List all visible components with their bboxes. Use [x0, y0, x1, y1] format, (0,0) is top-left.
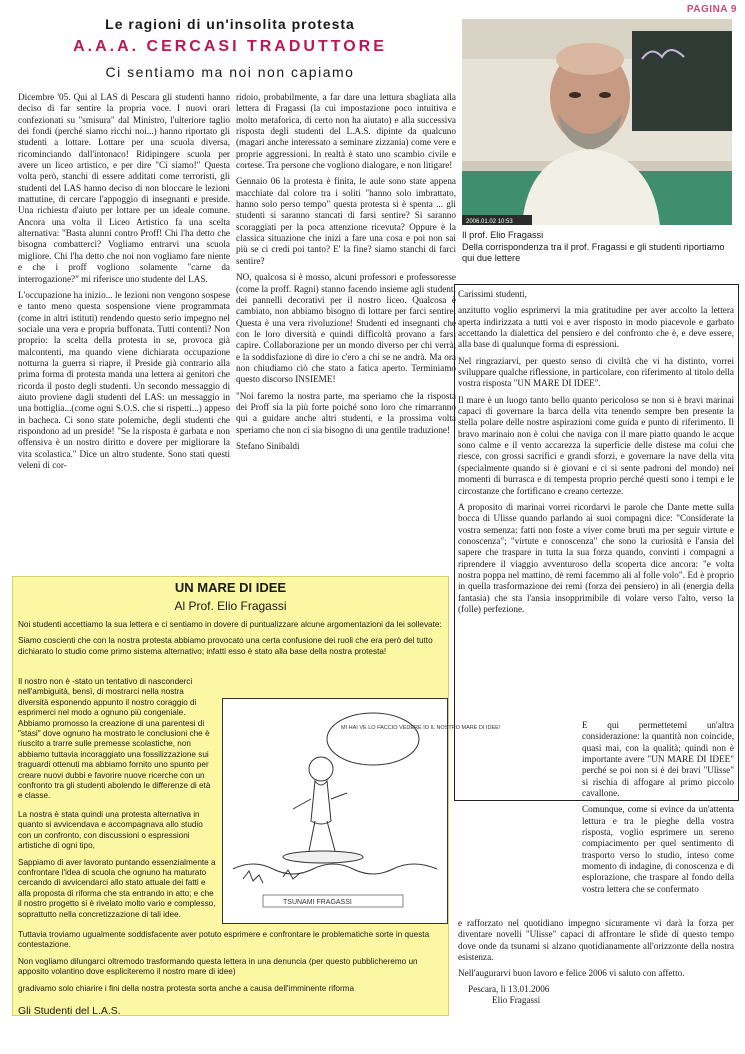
letter-paragraph: Nel ringraziarvi, per questo senso di civiltà che vi ha distinto, vorrei sviluppare qualche riflessione, in particolare, con riferimento al titolo della vostra risposta "UN MARE DI IDEE". [458, 355, 734, 389]
letter-wrap-column [582, 720, 734, 900]
yellow-paragraph: Tuttavia troviamo ugualmente soddisfacente aver potuto esprimere e confrontare le problematiche sorte in questa contestazione. [18, 930, 430, 950]
letter-greeting: Nell'augurarvi buon lavoro e felice 2006 vi saluto con affetto. [458, 968, 685, 979]
article-column-left [18, 92, 230, 564]
cartoon-surfer-icon [223, 699, 501, 923]
article-column-right [236, 92, 456, 564]
article-paragraph: NO, qualcosa si è mosso, alcuni professori e professoresse (come la proff. Ragni) stanno facendo insieme agli studenti dei pannelli decorativi per il nostro liceo. Qualcosa è cambiato, non abbiamo bisogno di lottare per farci sentire. Questa è una vera rivoluzione! Studenti ed insegnanti che con le loro diversità e quindi difficoltà provano a farsi capire. Collaborazione per un mondo diverso per chi verrà, e la soddisfazione di dire io c'ero a chi se ne andrà. Ma ora non chiudiamo ciò che stato a fatica aperto. Terminiamo questo discorso INSIEME! [236, 272, 456, 385]
yellow-paragraph: La nostra è stata quindi una protesta alternativa in quanto si avvicendava e accompagnava allo studio con un confronto, con discussioni o espressioni artistiche di ogni tipo, [18, 810, 203, 851]
letter-paragraph: Il mare è un luogo tanto bello quanto pericoloso se non si è bravi marinai capaci di governare la barca della vita tenendo sempre ben presente la stella polare delle nostre aspirazioni come guida e punto di riferimento. Il bravo marinaio non è colui che naviga con il mare piatto quando le acque sono calme e il vento accarezza la superficie delle distese ma colui che riesce, con grossi sacrifici e grandi sforzi, e governare la nave della vita (specialmente quando si è giovani e ci si sente padroni del mondo) nei momenti di burrasca e di tempesta proprio perché questi sono i tempi e le circostanze che fortificano e creano certezze. [458, 394, 734, 496]
letter-signature: Elio Fragassi [492, 995, 541, 1006]
photo-caption-name: Il prof. Elio Fragassi [462, 230, 544, 240]
article-paragraph: Gennaio 06 la protesta è finita, le aule sono state appena macchiate dal colore tra i soliti "hanno solo imbrattato, hanno solo perso tempo" questa protesta si è spenta ... gli studenti si saranno stancati di farsi sentire? Si saranno scoraggiati per la poca attenzione ricevuta? Oppure è la classica situazione che inizi a fare una cosa e poi non sai più se ci credi poi tanto? E' la fine? siamo stanchi di farci sentire? [236, 176, 456, 266]
yellow-paragraph: Siamo coscienti che con la nostra protesta abbiamo provocato una certa confusione dei ruoli che era però del tutto dichiarato lo studio come primo sistema alternativo; infatti esso è stato alla base della nostra protesta! [18, 636, 433, 656]
article-paragraph: L'occupazione ha inizio... le lezioni non vengono sospese e tanto meno questa sospensione viene programmata (come in altri istituti) rendendo questo serio impegno nel sociale una vera e propria buffonata. Tutti contenti? Non proprio: la scelta della protesta in se, provoca già malcontenti, ma quando viene dichiarata occupazione notturna la guerra si riapre, il Preside già contrario alla prima forma di protesta manda una lettera ai genitori che ricorda il posto degli studenti. Un secondo messaggio di aiuto proviene dagli studenti del LAS: un messaggio in una bottiglia...(come ogni S.O.S. che si rispetti...) appeso in bacheca. Ci sono state polemiche, degli studenti che rispondono ad un preside! "Se la risposta è garbata e non offensiva è un nostro diritto e dovere per migliorare la vita scolastica." Dice un altro studente. Sono stati questi veleni di cor- [18, 289, 230, 470]
photo-date-stamp: 2006.01.02 10:53 [466, 219, 513, 225]
letter-paragraph: anzitutto voglio esprimervi la mia gratitudine per aver accolto la lettera aperta indirizzata a tutti voi e aver risposto in modo piacevole e garbato accettando la dialettica del pensiero e del confronto che è, e deve essere, alla base di qualunque forma di espressioni. [458, 305, 734, 350]
article-paragraph: ridoio, probabilmente, a far dare una lettura sbagliata alla lettera di Fragassi (la cui impostazione poco intuitiva e molto metaforica, di certo non ha aiutato) e alla successiva risposta degli studenti del L.A.S. dipinte da qualcuno (magari anche interessato a seminare zizzania) come vere e proprie aggressioni. In realtà è stato uno scambio civile e cortese. Tra persone che vogliono dialogare, e non litigare! [236, 92, 456, 171]
yellow-box-signature: Gli Studenti del L.A.S. [18, 1005, 121, 1017]
yellow-paragraph: Non vogliamo dilungarci oltremodo trasformando questa lettera in una denuncia (per questo pubblicheremo un apposito volantino dove espliciteremo il nostro mare di idee) [18, 956, 418, 977]
yellow-box-bottom-text [18, 930, 444, 1000]
yellow-paragraph: Il nostro non è -stato un tentativo di nasconderci nell'ambiguità, bensì, di mostrarci nella nostra diversità esponendo appunto il nostro coraggio di esprimerci nel modo a ognuno più congeniale. Abbiamo promosso la creazione di una parentesi di "stasi" dove ognuno ha mostrato le conclusioni che è riuscito a trarre sulle premesse scolastiche, non abbiamo tuttavia incoraggiato una fossilizzazione sui traguardi ottenuti ma abbiamo fornito uno spunto per creare nuovi dubbi e favorire nuove ricerche con un confronto tra gli studenti abolendo le differenze di età e classe. [18, 677, 211, 801]
yellow-box-p3-wide [18, 677, 216, 808]
photo-caption [462, 230, 732, 265]
letter-body [458, 289, 734, 620]
yellow-paragraph: Sappiamo di aver lavorato puntando essenzialmente a confrontare l'idea di scuola che ognuno ha maturato cercando di avvicendarci allo stato attuale dei fatti e alla proposta di riforma che sta entrando in atto; e che il nostro progetto si è rivelato molto vario e complesso, soprattutto nella concretizzazione di tali idee. [18, 857, 216, 919]
article-paragraph: Dicembre '05. Qui al LAS di Pescara gli studenti hanno deciso di far sentire la propria voce. I nuovi orari confezionati su "smisura" dal Ministro, l'ulteriore taglio dei fondi (perché siamo ricchi noi...) hanno riportato gli studenti a lottare. Lottare per una scuola diversa, ricominciando dall'intonaco! Ridipingere scuola per avere un liceo artistico, e per dire "Ci siamo!" Questa volta però, stanchi di essere additati come terroristi, gli studenti del LAS hanno deciso di non bloccare le lezioni mattutine, di cercare l'appoggio di insegnanti e preside. Una richiesta d'aiuto per lottare per un ideale comune. Ancora una volta il Liceo Artistico fa una scelta alternativa: "Basta alunni contro Proff! Chi l'ha detto che bisogna combatterci? Vogliamo entrarvi una scuola migliore. Chi l'ha detto che noi non vogliamo fare niente e che i proff vogliono solamente "carne da interrogazione?" mi riferisce uno studente del LAS. [18, 92, 230, 284]
yellow-paragraph: Noi studenti accettiamo la sua lettera e ci sentiamo in dovere di puntualizzare alcune argomentazioni da lei sollevate: [18, 620, 442, 629]
cartoon-panel [222, 698, 501, 924]
article-title: A.A.A. CERCASI TRADUTTORE [73, 38, 387, 55]
letter-paragraph: Comunque, come si evince da un'attenta lettura e tra le pieghe della vostra risposta, voglio esprimere un sereno compiacimento per quel sentimento di trasporto verso lo studio, inteso come momento di indagine, di conoscenza e di esplorazione, che traspare al fondo della vostra lettera che se confermato [582, 804, 734, 894]
yellow-box-subtitle: Al Prof. Elio Fragassi [174, 599, 287, 613]
page-number: PAGINA 9 [686, 4, 737, 15]
article-kicker: Le ragioni di un'insolita protesta [105, 16, 355, 32]
cartoon-label: TSUNAMI FRAGASSI [283, 899, 352, 906]
letter-paragraph: A proposito di marinai vorrei ricordarvi le parole che Dante mette sulla bocca di Ulisse quando parlando ai suoi compagni dice: "Considerate la vostra semenza: fatti non foste a viver come bruti ma per seguir virtute e conoscenza"; "virtute e conoscenza" che sono la curiosità e l'ansia del sapere che traspare in tutta la sua forza quando, convinti i compagni a riprendere il viaggio avventuroso della scoperta dice ancora: "e volta nostra poppa nel mattino, dè remi facemmo ali al folle volo". Ed è proprio in quella trasformazione dei remi (forza dei pensiero) in ali (energia della fantasia) che sta l'ansia insopprimibile di volare verso l'alto, verso la (folle) perfezione. [458, 501, 734, 614]
yellow-box-left-text [18, 810, 216, 925]
letter-place-date: Pescara, lì 13.01.2006 [468, 983, 550, 994]
photo-caption-text: Della corrispondenza tra il prof. Fragassi e gli studenti riportiamo qui due lettere [462, 241, 725, 263]
yellow-box-title: UN MARE DI IDEE [174, 580, 287, 595]
article-paragraph: "Noi faremo la nostra parte, ma speriamo che la risposta dei Proff sia la più forte poiché sono loro che rimarranno qui a guidare anche altri studenti, e la prossima volta speriamo che non ci sia bisogno di una gentile traduzione! [236, 390, 456, 435]
letter-paragraph: E qui permettetemi un'altra considerazione: la quantità non coincide, quasi mai, con la qualità; quindi non è importante avere "UN MARE DI IDEE" perché se poi non si è dei bravi "Ulisse" si rischia di affogare al primo piccolo cavallone. [582, 720, 734, 799]
portrait-photo [462, 19, 732, 225]
portrait-photo-icon [462, 19, 732, 225]
letter-ending [458, 918, 734, 1006]
letter-salutation: Carissimi studenti, [458, 289, 527, 299]
letter-closing: e rafforzato nel quotidiano impegno sicuramente vi darà la forza per diventare novelli "Ulisse" capaci di affrontare le sfide di questo tempo dove onde da tsunami si alzano quotidianamente all'orizzonte della nostra esistenza. [458, 918, 734, 963]
yellow-paragraph: gradivamo solo chiarire i fini della nostra protesta sorta anche a causa dell'imminente riforma [18, 983, 355, 993]
article-author: Stefano Sinibaldi [236, 440, 300, 451]
article-subtitle: Ci sentiamo ma noi non capiamo [105, 64, 355, 80]
yellow-box-top-text [18, 620, 444, 663]
cartoon-speech: MI HAI VE LO FACCIO VEDERE IO IL NOSTRO MARE DI IDEE! [341, 725, 501, 731]
